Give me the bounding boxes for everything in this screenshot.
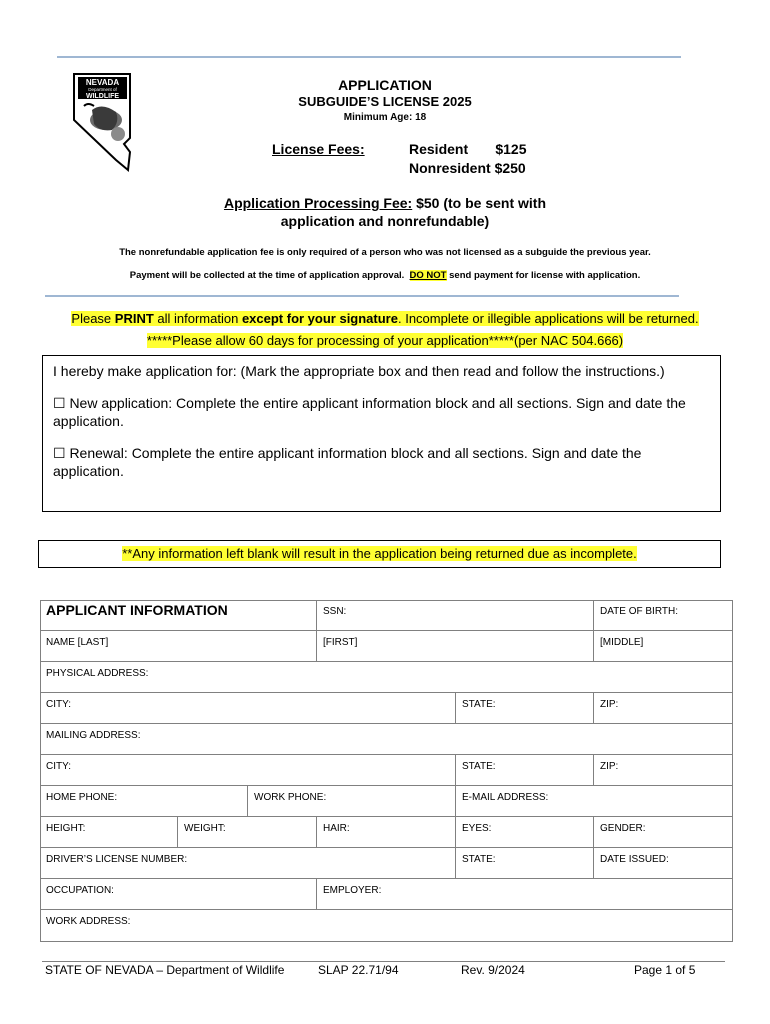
- footer-revision: Rev. 9/2024: [461, 963, 525, 977]
- processing-fee: [0, 195, 770, 211]
- print-notice-p3: all information: [153, 311, 242, 326]
- form-subtitle: SUBGUIDE’S LICENSE 2025: [298, 94, 472, 109]
- print-notice-p5: . Incomplete or illegible applications will be returned.: [397, 311, 699, 326]
- renewal-option[interactable]: ☐ Renewal: Complete the entire applicant information block and all sections. Sign and date the application.: [53, 445, 642, 479]
- payment-note-text: Payment will be collected at the time of application approval.: [129, 270, 410, 281]
- applicant-info-heading: APPLICANT INFORMATION: [40, 600, 317, 631]
- last-name-field[interactable]: NAME [LAST]: [40, 631, 317, 662]
- work-address-field[interactable]: WORK ADDRESS:: [46, 916, 131, 927]
- hair-field[interactable]: HAIR:: [317, 817, 456, 848]
- logo-text-3: WILDLIFE: [85, 93, 120, 100]
- fee-note: The nonrefundable application fee is only required of a person who was not licensed as a subguide the previous year.: [119, 247, 651, 258]
- logo-text-1: NEVADA: [85, 78, 120, 87]
- print-notice-print: PRINT: [114, 311, 154, 326]
- footer-agency: STATE OF NEVADA – Department of Wildlife: [45, 963, 285, 977]
- processing-fee-amount: $50 (to be sent with: [412, 195, 547, 211]
- footer-rule: [42, 961, 725, 962]
- footer-form-number: SLAP 22.71/94: [318, 963, 399, 977]
- processing-fee-line2: application and nonrefundable): [280, 213, 490, 229]
- occupation-field[interactable]: OCCUPATION:: [40, 879, 317, 910]
- mailing-city-field[interactable]: CITY:: [40, 755, 456, 786]
- processing-time-text: *****Please allow 60 days for processing of your application*****(per NAC 504.666): [146, 333, 624, 348]
- city-field[interactable]: CITY:: [40, 693, 456, 724]
- new-application-option[interactable]: ☐ New application: Complete the entire applicant information block and all sections. Sign and date the application.: [53, 395, 686, 429]
- application-intro: I hereby make application for: (Mark the appropriate box and then read and follow the instructions.): [53, 363, 665, 379]
- print-notice: [0, 311, 770, 326]
- top-rule: [57, 56, 681, 58]
- dl-state-field[interactable]: STATE:: [456, 848, 594, 879]
- logo-text-2: Department of: [88, 87, 117, 92]
- application-type-box: [42, 355, 721, 512]
- weight-field[interactable]: WEIGHT:: [178, 817, 317, 848]
- state-field[interactable]: STATE:: [456, 693, 594, 724]
- minimum-age: Minimum Age: 18: [343, 112, 427, 123]
- footer-page-number: Page 1 of 5: [634, 963, 696, 977]
- work-phone-field[interactable]: WORK PHONE:: [248, 786, 456, 817]
- mailing-zip-field[interactable]: ZIP:: [594, 755, 733, 786]
- resident-fee: Resident $125: [409, 141, 527, 157]
- gender-field[interactable]: GENDER:: [594, 817, 733, 848]
- date-of-birth-field[interactable]: DATE OF BIRTH:: [594, 600, 733, 631]
- processing-time-notice: [0, 333, 770, 348]
- date-issued-field[interactable]: DATE ISSUED:: [594, 848, 733, 879]
- payment-note: [0, 270, 770, 281]
- blank-warning-text: **Any information left blank will result in the application being returned due as incomplete.: [122, 546, 637, 561]
- middle-name-field[interactable]: [MIDDLE]: [594, 631, 733, 662]
- do-not-highlight: DO NOT: [409, 270, 447, 281]
- height-field[interactable]: HEIGHT:: [40, 817, 178, 848]
- payment-note-end: send payment for license with application.: [446, 270, 641, 281]
- mailing-state-field[interactable]: STATE:: [456, 755, 594, 786]
- home-phone-field[interactable]: HOME PHONE:: [40, 786, 248, 817]
- physical-address-field[interactable]: PHYSICAL ADDRESS:: [40, 662, 733, 693]
- print-notice-signature: except for your signature: [241, 311, 398, 326]
- blank-warning-box: [38, 540, 721, 568]
- email-field[interactable]: E-MAIL ADDRESS:: [456, 786, 733, 817]
- ssn-field[interactable]: SSN:: [317, 600, 594, 631]
- form-title: APPLICATION: [338, 77, 432, 93]
- employer-field[interactable]: EMPLOYER:: [317, 879, 733, 910]
- zip-field[interactable]: ZIP:: [594, 693, 733, 724]
- print-notice-p1: Please: [71, 311, 115, 326]
- nonresident-fee: Nonresident $250: [409, 160, 526, 176]
- processing-fee-label: Application Processing Fee:: [223, 195, 413, 211]
- print-notice-text: [71, 311, 698, 326]
- first-name-field[interactable]: [FIRST]: [317, 631, 594, 662]
- drivers-license-field[interactable]: DRIVER’S LICENSE NUMBER:: [40, 848, 456, 879]
- mailing-address-field[interactable]: MAILING ADDRESS:: [40, 724, 733, 755]
- mid-rule: [45, 295, 679, 297]
- eyes-field[interactable]: EYES:: [456, 817, 594, 848]
- license-fees-label: License Fees:: [272, 141, 365, 157]
- ndow-logo: [72, 72, 134, 172]
